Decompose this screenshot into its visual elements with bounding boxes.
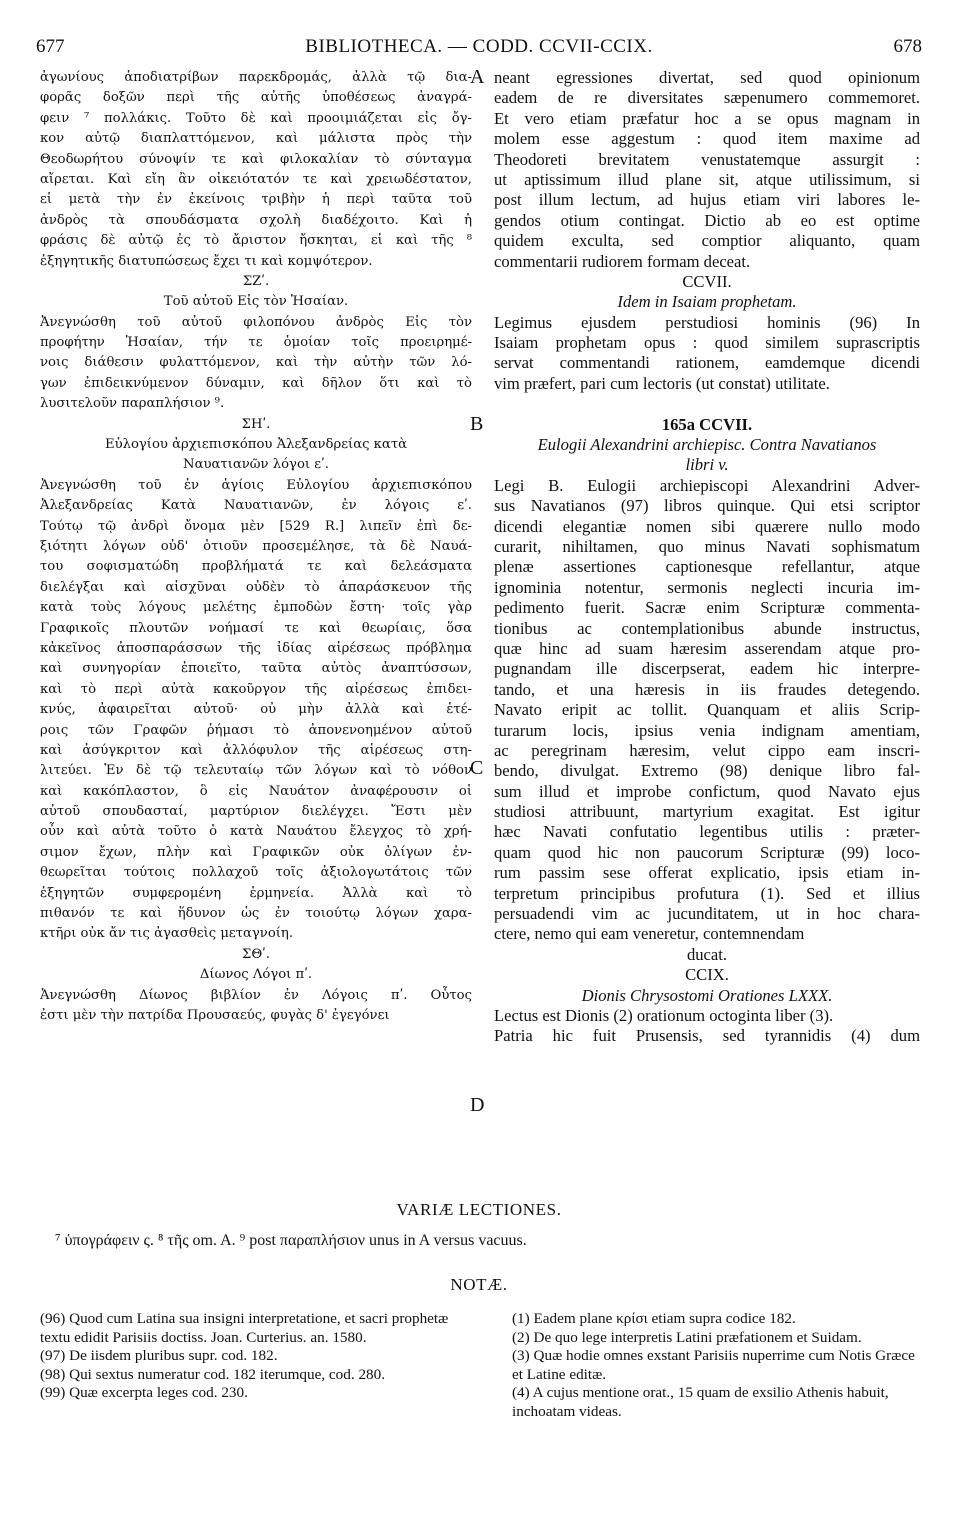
latin-line: Idem in Isaiam prophetam. bbox=[617, 292, 797, 312]
latin-line: gendos otium contingat. Dictio ab eo est optime bbox=[494, 210, 920, 230]
page-number-right: 678 bbox=[893, 36, 922, 57]
latin-line bbox=[494, 394, 920, 414]
running-title: BIBLIOTHECA. — CODD. CCVII-CCIX. bbox=[305, 36, 653, 57]
greek-line: γων ἐπιδεικνύμενον δύναμιν, καὶ δῆλον ὅτι καὶ τὸ bbox=[40, 375, 472, 391]
latin-line: pedimento fuerit. Sacræ enim Scripturæ commenta- bbox=[494, 598, 920, 618]
margin-marker-d: D bbox=[470, 1094, 485, 1116]
latin-line: dicendi elegantiæ nomen sibi quærere nullo modo bbox=[494, 516, 920, 536]
latin-line: quidem exculta, sed comptior aliquanto, quam bbox=[494, 231, 920, 251]
page-number-left: 677 bbox=[36, 36, 65, 57]
latin-line: terpretum principibus profutura (1). Sed et illius bbox=[494, 883, 920, 903]
greek-line: καὶ συνηγορίαν ἐποιεῖτο, ταῦτα αὐτὸς ἀναπτύσσων, bbox=[40, 661, 472, 677]
latin-line: Isaiam prophetam opus : quod similem suprascriptis bbox=[494, 333, 920, 353]
latin-column bbox=[494, 68, 920, 1047]
note-3: (3) Quæ hodie omnes exstant Parisiis nuperrime cum Notis Græce et Latine editæ. bbox=[512, 1347, 915, 1383]
latin-line: Lectus est Dionis (2) orationum octoginta liber (3). bbox=[494, 1005, 834, 1025]
latin-line: persuadendi vim ac jucunditatem, ut in hoc chara- bbox=[494, 904, 920, 924]
note-99: (99) Quæ excerpta leges cod. 230. bbox=[40, 1384, 248, 1402]
latin-line: pugnandam ille discerpserat, eadem hic interpre- bbox=[494, 659, 920, 679]
greek-line: Ἀνεγνώσθη Δίωνος βιβλίον ἐν Λόγοις πʹ. Οὗτος bbox=[40, 987, 472, 1003]
greek-line: καὶ ἀσύγκριτον καὶ ἀλλόφυλον τῆς αἱρέσεως στη- bbox=[40, 742, 472, 758]
greek-line: πιθανόν τε καὶ ἥδυνον ὡς ἐν τοιούτῳ λόγων χαρα- bbox=[40, 906, 472, 922]
latin-line: plenæ assertiones captionesque refellantur, atque bbox=[494, 557, 920, 577]
latin-line: turarum locis, ipsius venia indignam amentiam, bbox=[494, 720, 920, 740]
latin-line: Theodoreti brevitatem venustatemque assurgit : bbox=[494, 149, 920, 169]
greek-line: ἐξηγητῶν συμφερομένη ἑρμηνεία. Ἀλλὰ καὶ τὸ bbox=[40, 885, 472, 901]
variae-lectiones-title: VARIÆ LECTIONES. bbox=[396, 1200, 562, 1219]
greek-line: καὶ τὸ περὶ αὐτὰ κακοῦργον τῆς αἱρέσεως ἐπιδει- bbox=[40, 681, 472, 697]
greek-line: κνύς, ἀφαιρεῖται αὐτοῦ· οὐ μὴν ἀλλὰ καὶ ἑτέ- bbox=[40, 702, 472, 718]
note-2: (2) De quo lege interpretis Latini præfationem et Suidam. bbox=[512, 1328, 862, 1346]
margin-marker-b: B bbox=[470, 413, 484, 435]
latin-line: CCIX. bbox=[685, 965, 729, 985]
greek-line: Τούτῳ τῷ ἀνδρὶ ὄνομα μὲν [529 R.] λιπεῖν ἐπὶ δε- bbox=[40, 518, 472, 534]
greek-line: αὐτοῦ σπουδασταί, μαρτύριον διελέγχει. Ἔστι μὲν bbox=[40, 804, 472, 820]
greek-line: ἐξηγητικῆς διατυπώσεως ἔχει τι καὶ κομψότερον. bbox=[40, 253, 373, 269]
latin-line: bendo, divulgat. Extremo (98) denique libro fal- bbox=[494, 761, 920, 781]
greek-line: Δίωνος Λόγοι πʹ. bbox=[199, 967, 313, 983]
margin-marker-a: A bbox=[470, 66, 485, 88]
greek-line: ξιότητι λόγων οὐδ' ὁτιοῦν προσεμέλησε, τὰ δὲ Ναυά- bbox=[40, 538, 472, 554]
latin-line: neant egressiones divertat, sed quod opinionum bbox=[494, 68, 920, 87]
latin-line: curarit, nihiltamen, quo minus Navati sophismatum bbox=[494, 536, 920, 556]
greek-line: Γραφικοῖς πλουτῶν νοήμασί τε καὶ θεωρίαις, ὅσα bbox=[40, 620, 472, 636]
latin-line: libri v. bbox=[685, 455, 729, 475]
greek-line: Ἀνεγνώσθη τοῦ ἐν ἁγίοις Εὐλογίου ἀρχιεπισκόπου bbox=[40, 477, 472, 493]
latin-line: Navato eripit ac tollit. Quanquam et aliis Scrip- bbox=[494, 700, 920, 720]
note-97: (97) De iisdem pluribus supr. cod. 182. bbox=[40, 1347, 278, 1365]
latin-line: studiosi attribuunt, martyrium exagitat. Est igitur bbox=[494, 802, 920, 822]
greek-line: λυσιτελοῦν παραπλήσιον ⁹. bbox=[40, 396, 225, 412]
latin-line: ac peregrinam hæresim, velut cippo eam inscri- bbox=[494, 740, 920, 760]
latin-line: 165a CCVII. bbox=[661, 414, 753, 434]
greek-column bbox=[40, 68, 472, 1026]
greek-line: ἀνδρὸς τὰ σπουδάσματα σχολὴ διαδέχοιτο. Καὶ ἡ bbox=[40, 212, 472, 228]
greek-line: κἀκεῖνος ἀποσπαράσσων τῆς ἰδίας αἱρέσεως πρόβλημα bbox=[40, 640, 472, 656]
latin-line: ignominia notentur, sermonis neglecti incuria im- bbox=[494, 577, 920, 597]
running-header bbox=[36, 36, 922, 62]
greek-line: Εὐλογίου ἀρχιεπισκόπου Ἀλεξανδρείας κατὰ bbox=[104, 437, 408, 453]
greek-line: νοις διάθεσιν φυλαττόμενον, καὶ τὴν αὐτὴν τῶν λό- bbox=[40, 355, 472, 371]
note-98: (98) Qui sextus numeratur cod. 182 iterumque, cod. 280. bbox=[40, 1365, 386, 1383]
latin-line: ctere, nemo qui eam veneretur, contemnendam bbox=[494, 924, 805, 944]
latin-line: eadem de re diversitates sæpenumero commemoret. bbox=[494, 88, 920, 108]
greek-line: διελέγξαι καὶ αἰσχῦναι οὐδὲν τὸ ἀπαράσκευον τῆς bbox=[40, 579, 472, 595]
variae-lectiones-text: ⁷ ὑπογράφειν ς. ⁸ τῆς om. A. ⁹ post παραπλήσιον unus in A versus vacuus. bbox=[55, 1232, 527, 1249]
latin-line: Eulogii Alexandrini archiepisc. Contra Navatianos bbox=[537, 435, 877, 455]
greek-line: φειν ⁷ πολλάκις. Τοῦτο δὲ καὶ προοιμιάζεται εἰς ὄγ- bbox=[40, 110, 472, 126]
greek-line: ροις τῶν Γραφῶν ῥήμασι τὸ ἀπονενοημένον αὐτοῦ bbox=[40, 722, 472, 738]
latin-line: hæc Navati confutatio legentibus utilis : præter- bbox=[494, 822, 920, 842]
latin-line: Legi B. Eulogii archiepiscopi Alexandrini Adver- bbox=[494, 475, 920, 495]
latin-line: Legimus ejusdem perstudiosi hominis (96) In bbox=[494, 312, 920, 332]
greek-line: κατὰ τοὺς λόγους μελέτης ἐμποδὼν ἔστη· τοῖς γὰρ bbox=[40, 600, 472, 616]
latin-line: rum passim sese offerat explicatio, ipsis etiam in- bbox=[494, 863, 920, 883]
greek-line: ἐστι μὲν τὴν πατρίδα Προυσαεύς, φυγὰς δ' ἐγεγόνει bbox=[40, 1007, 390, 1023]
latin-line: servat commentandi rationem, eamdemque dicendi bbox=[494, 353, 920, 373]
latin-line: tando, et una hæresis in iis fraudes detegendo. bbox=[494, 679, 920, 699]
latin-line: CCVII. bbox=[682, 271, 732, 291]
latin-line: quæ hinc ad suam hæresim asserendam atque pro- bbox=[494, 638, 920, 658]
note-96: (96) Quod cum Latina sua insigni interpretatione, et sacri prophetæ textu edidit Parisiis doctiss. Joan. Curterius. an. 1580. bbox=[40, 1310, 449, 1346]
greek-line: αἴρεται. Καὶ εἴη ἂν οἰκειότατόν τε καὶ χρειωδέστατον, bbox=[40, 171, 472, 187]
greek-line: κτῆρι οὐκ ἄν τις ἀγασθεὶς μεταγνοίη. bbox=[40, 926, 294, 942]
greek-line: Ἀλεξανδρείας Κατὰ Ναυατιανῶν, ἐν λόγοις εʹ. bbox=[40, 498, 472, 514]
greek-line: εἰ μετὰ τὴν ἐν ἐκείνοις τριβὴν ἡ περὶ ταῦτα τοῦ bbox=[40, 192, 472, 208]
greek-line: κον αὐτῷ διαπλαττόμενον, καὶ μάλιστα πρὸς τὴν bbox=[40, 131, 472, 147]
greek-line: καὶ κακόπλαστον, ὃ εἰς Ναυάτον ἀναφέρουσιν οἱ bbox=[40, 783, 472, 799]
greek-line: Ἀνεγνώσθη τοῦ αὐτοῦ φιλοπόνου ἀνδρὸς Εἰς τὸν bbox=[40, 314, 472, 330]
latin-line: Dionis Chrysostomi Orationes LXXX. bbox=[581, 985, 833, 1005]
note-1: (1) Eadem plane κρίσι etiam supra codice 182. bbox=[512, 1310, 796, 1327]
latin-line: quam quod hic non paucorum Scripturæ (99) loco- bbox=[494, 842, 920, 862]
greek-line: οὖν καὶ αὐτὰ τοῦτο ὁ κατὰ Ναυάτου ἔλεγχος τὸ χρή- bbox=[40, 824, 472, 840]
greek-line: προφήτην Ἡσαίαν, τήν τε ὁμοίαν τοῖς προειρημέ- bbox=[40, 335, 472, 351]
greek-line: φορᾶς δοξῶν περὶ τῆς αὐτῆς ὑποθέσεως ἀναγρά- bbox=[40, 90, 472, 106]
greek-line: λιτεύει. Ἐν δὲ τῷ τελευταίῳ τῶν λόγων καὶ τὸ νόθον bbox=[40, 763, 472, 779]
notes-left-column bbox=[40, 1310, 465, 1403]
notae-title: NOTÆ. bbox=[450, 1275, 508, 1294]
latin-line: ducat. bbox=[686, 944, 728, 964]
margin-marker-c: C bbox=[470, 757, 484, 779]
greek-line: ΣΘʹ. bbox=[242, 946, 270, 962]
latin-line: vim præfert, pari cum lectoris (ut constat) utilitate. bbox=[494, 373, 830, 393]
notes-right-column bbox=[512, 1310, 920, 1422]
latin-line: molem esse aggestum : quod item maxime ad bbox=[494, 129, 920, 149]
greek-line: θεωρεῖται τούτοις πολλαχοῦ τοῖς ἀξιολογωτάτοις τῶν bbox=[40, 865, 472, 881]
greek-line: σιμον ἔχων, πλὴν καὶ Γραφικῶν οὐκ ὀλίγων ἐν- bbox=[40, 844, 472, 860]
latin-line: post illum lectum, ad hujus etiam viri labores le- bbox=[494, 190, 920, 210]
greek-line: φράσις δὲ αὐτῷ ἐς τὸ ἄριστον ἤσκηται, εἰ καὶ τῆς ⁸ bbox=[40, 233, 472, 249]
greek-line: Ναυατιανῶν λόγοι εʹ. bbox=[183, 457, 329, 473]
greek-line: του σοφισματώδη προβλήματά τε καὶ δελεάσματα bbox=[40, 559, 472, 575]
latin-line: Patria hic fuit Prusensis, sed tyrannidis (4) dum bbox=[494, 1026, 920, 1046]
latin-line: commentarii rudiorem formam deceat. bbox=[494, 251, 751, 271]
latin-line: ut aptissimum illud plane sit, atque utilissimum, si bbox=[494, 169, 920, 189]
latin-line: sum illud et improbe confictum, quod Navato ejus bbox=[494, 781, 920, 801]
greek-line: ΣΗʹ. bbox=[241, 416, 271, 432]
greek-line: Τοῦ αὐτοῦ Εἰς τὸν Ἡσαίαν. bbox=[163, 294, 349, 310]
greek-line: ἀγωνίους ἀποδιατρίβων παρεκδρομάς, ἀλλὰ τῷ δια- bbox=[40, 70, 472, 85]
latin-line: Et vero etiam præfatur hoc a se opus magnam in bbox=[494, 108, 920, 128]
latin-line: tionibus ac contemplationibus abunde instructus, bbox=[494, 618, 920, 638]
note-4: (4) A cujus mentione orat., 15 quam de exsilio Athenis habuit, inchoatam videas. bbox=[512, 1384, 889, 1420]
greek-line: ΣΖʹ. bbox=[242, 273, 270, 289]
latin-line: sus Navatianos (97) libros quinque. Qui etsi scriptor bbox=[494, 496, 920, 516]
greek-line: Θεοδωρήτου σύνοψίν τε καὶ φιλοκαλίαν τὸ σύνταγμα bbox=[40, 151, 472, 167]
